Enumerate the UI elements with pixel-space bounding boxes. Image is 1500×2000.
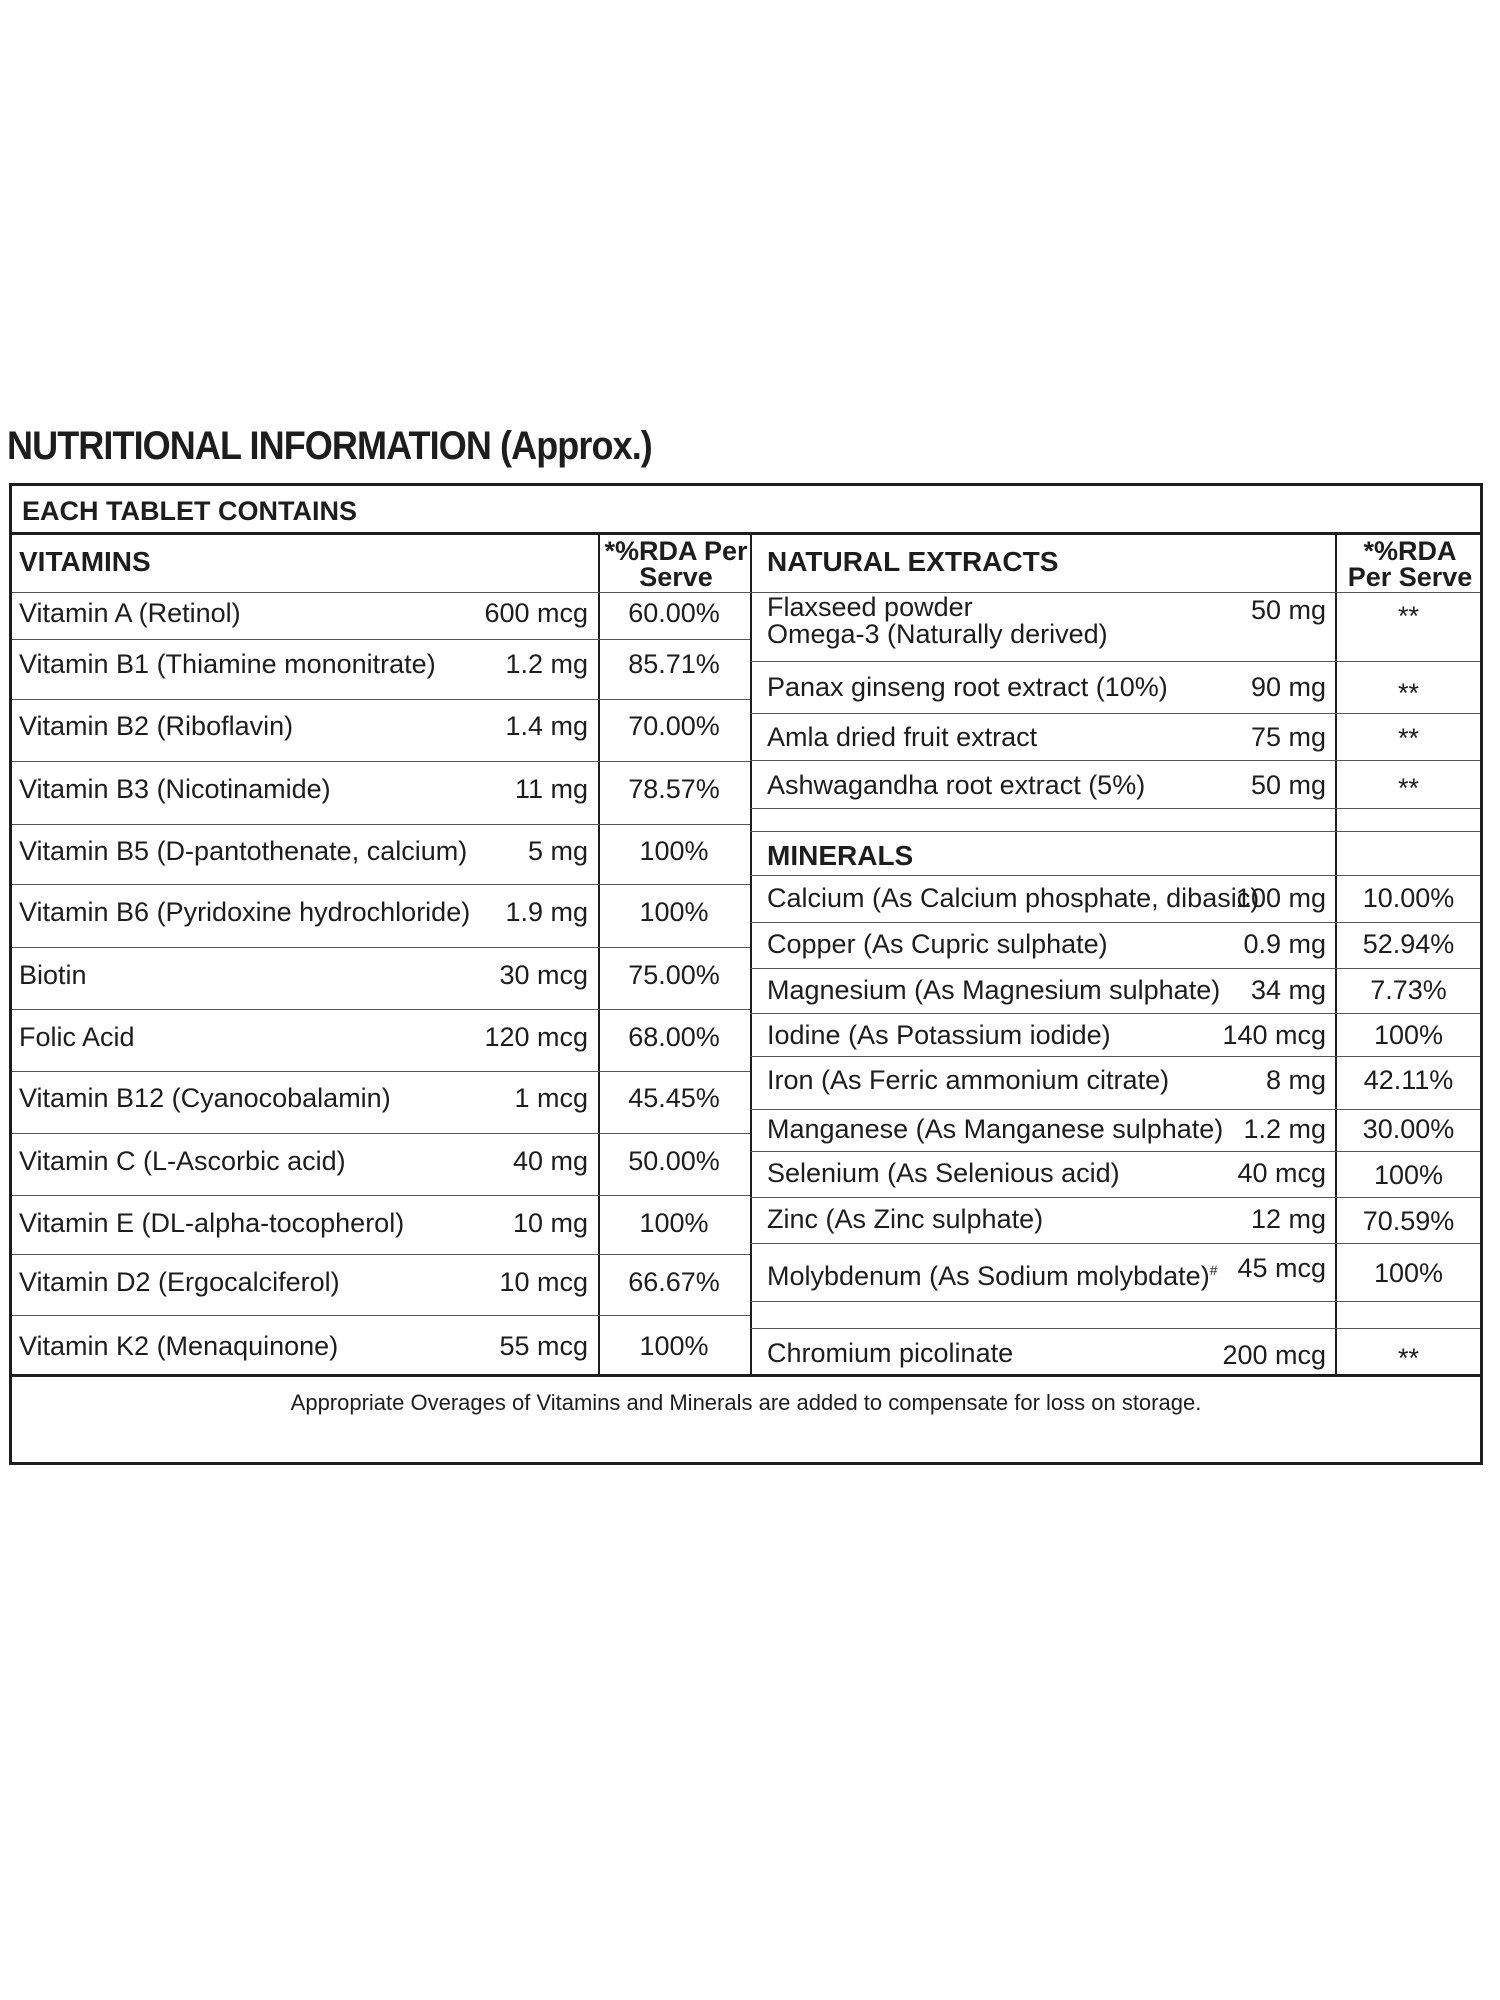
row-line xyxy=(750,875,1480,876)
mineral-row-rda: 100% xyxy=(1373,1258,1444,1288)
mineral-row-amount: 140 mcg xyxy=(1222,1020,1326,1050)
extract-row-amount: 50 mg xyxy=(1250,595,1326,625)
mineral-row-name: Magnesium (As Magnesium sulphate) xyxy=(767,975,1221,1005)
mineral-row-amount: 8 mg xyxy=(1265,1065,1326,1095)
vitamin-row-rda: 78.57% xyxy=(628,774,720,804)
row-line xyxy=(750,1243,1480,1244)
vitamin-row-amount: 10 mg xyxy=(512,1208,588,1238)
vitamin-row-amount: 55 mcg xyxy=(499,1331,588,1361)
mineral-row-name-text: Molybdenum (As Sodium molybdate) xyxy=(767,1261,1210,1291)
vitamin-row-name: Vitamin B2 (Riboflavin) xyxy=(19,711,294,741)
row-line xyxy=(750,760,1480,761)
extracts-rda-heading: *%RDA Per Serve xyxy=(1347,536,1473,592)
mineral-row-amount: 100 mg xyxy=(1235,883,1326,913)
row-line xyxy=(750,1197,1480,1198)
row-line xyxy=(12,824,750,825)
vitamin-row-amount: 1.2 mg xyxy=(505,649,588,679)
vitamin-row-name: Vitamin A (Retinol) xyxy=(19,598,241,628)
vitamin-row-name: Vitamin K2 (Menaquinone) xyxy=(19,1331,339,1361)
vitamin-row-name: Biotin xyxy=(19,960,87,990)
vitamin-row-name: Vitamin B6 (Pyridoxine hydrochloride) xyxy=(19,897,471,927)
mineral-row-rda: 7.73% xyxy=(1370,975,1447,1005)
chromium-row-amount: 200 mcg xyxy=(1222,1340,1326,1370)
mineral-row-amount: 12 mg xyxy=(1250,1204,1326,1234)
row-line xyxy=(12,639,750,640)
chromium-row-rda: ** xyxy=(1397,1343,1419,1373)
row-line xyxy=(750,713,1480,714)
row-line xyxy=(12,947,750,948)
extract-row-rda: ** xyxy=(1397,678,1419,708)
mineral-row-name xyxy=(767,1256,1218,1290)
page-title: NUTRITIONAL INFORMATION (Approx.) xyxy=(7,424,652,468)
extract-row-amount: 90 mg xyxy=(1250,672,1326,702)
vitamin-row-rda: 66.67% xyxy=(628,1267,720,1297)
vitamins-heading: VITAMINS xyxy=(19,546,151,577)
row-line xyxy=(750,831,1480,832)
vitamin-row-amount: 600 mcg xyxy=(484,598,588,628)
row-line xyxy=(12,592,750,593)
extract-row-amount: 50 mg xyxy=(1250,770,1326,800)
vitamin-row-name: Vitamin B5 (D-pantothenate, calcium) xyxy=(19,836,468,866)
vitamin-row-rda: 75.00% xyxy=(628,960,720,990)
row-line xyxy=(750,1301,1480,1302)
vitamin-row-name: Vitamin B1 (Thiamine mononitrate) xyxy=(19,649,436,679)
vitamin-row-amount: 40 mg xyxy=(512,1146,588,1176)
vitamin-row-rda: 70.00% xyxy=(628,711,720,741)
vitamin-row-rda: 100% xyxy=(639,836,709,866)
row-line xyxy=(12,761,750,762)
vitamin-row-amount: 1.9 mg xyxy=(505,897,588,927)
mineral-row-rda: 100% xyxy=(1373,1160,1444,1190)
extract-row-rda: ** xyxy=(1397,723,1419,753)
row-line xyxy=(750,808,1480,809)
vitamin-row-amount: 5 mg xyxy=(527,836,588,866)
mineral-row-rda: 70.59% xyxy=(1362,1206,1455,1236)
nutrition-panel xyxy=(9,483,1483,1465)
mineral-row-rda: 10.00% xyxy=(1362,883,1455,913)
table-bottom-line xyxy=(12,1374,1480,1377)
vitamin-row-rda: 100% xyxy=(639,1331,709,1361)
mineral-row-name: Selenium (As Selenious acid) xyxy=(767,1158,1120,1188)
extract-row-name: Amla dried fruit extract xyxy=(767,722,1038,752)
vitamin-row-rda: 68.00% xyxy=(628,1022,720,1052)
extract-row-rda: ** xyxy=(1397,601,1419,631)
row-line xyxy=(750,1056,1480,1057)
mineral-row-amount: 45 mcg xyxy=(1237,1253,1326,1283)
natural-extracts-heading: NATURAL EXTRACTS xyxy=(767,546,1059,577)
vitamin-row-amount: 30 mcg xyxy=(499,960,588,990)
mineral-row-name: Iron (As Ferric ammonium citrate) xyxy=(767,1065,1170,1095)
vitamin-row-rda: 60.00% xyxy=(628,598,720,628)
vitamin-row-amount: 1 mcg xyxy=(514,1083,588,1113)
row-line xyxy=(750,922,1480,923)
minerals-heading: MINERALS xyxy=(767,840,914,871)
vitamin-row-name: Vitamin E (DL-alpha-tocopherol) xyxy=(19,1208,405,1238)
row-line xyxy=(12,1315,750,1316)
footnote-mark: # xyxy=(1209,1262,1218,1278)
row-line xyxy=(12,884,750,885)
row-line xyxy=(12,1009,750,1010)
extract-row-name: Panax ginseng root extract (10%) xyxy=(767,672,1168,702)
mineral-row-name: Zinc (As Zinc sulphate) xyxy=(767,1204,1044,1234)
vitamin-row-name: Vitamin B3 (Nicotinamide) xyxy=(19,774,331,804)
row-line xyxy=(12,699,750,700)
vitamin-row-rda: 100% xyxy=(639,1208,709,1238)
vitamin-row-name: Folic Acid xyxy=(19,1022,135,1052)
mineral-row-rda: 30.00% xyxy=(1362,1114,1455,1144)
mineral-row-rda: 42.11% xyxy=(1363,1065,1454,1095)
extract-row-subname: Omega-3 (Naturally derived) xyxy=(767,619,1108,649)
vitamin-row-amount: 10 mcg xyxy=(499,1267,588,1297)
mineral-row-amount: 40 mcg xyxy=(1237,1158,1326,1188)
row-line xyxy=(12,1133,750,1134)
extract-row-name: Ashwagandha root extract (5%) xyxy=(767,770,1146,800)
vitamin-row-name: Vitamin C (L-Ascorbic acid) xyxy=(19,1146,346,1176)
mineral-row-amount: 1.2 mg xyxy=(1243,1114,1326,1144)
vitamin-row-rda: 100% xyxy=(639,897,709,927)
vitamins-rda-heading: *%RDA Per Serve xyxy=(604,536,748,592)
vitamin-row-amount: 11 mg xyxy=(514,774,588,804)
row-line xyxy=(12,1071,750,1072)
row-line xyxy=(12,1195,750,1196)
chromium-row-name: Chromium picolinate xyxy=(767,1338,1014,1368)
panel-heading: EACH TABLET CONTAINS xyxy=(12,486,1480,535)
mineral-row-rda: 100% xyxy=(1373,1020,1444,1050)
mineral-row-name: Calcium (As Calcium phosphate, dibasic) xyxy=(767,883,1260,913)
mineral-row-name: Copper (As Cupric sulphate) xyxy=(767,929,1108,959)
row-line xyxy=(750,968,1480,969)
extract-row-rda: ** xyxy=(1397,773,1419,803)
row-line xyxy=(750,1013,1480,1014)
row-line xyxy=(750,1328,1480,1329)
mineral-row-rda: 52.94% xyxy=(1362,929,1455,959)
row-line xyxy=(750,1109,1480,1110)
mineral-row-amount: 0.9 mg xyxy=(1243,929,1326,959)
vitamin-row-amount: 1.4 mg xyxy=(505,711,588,741)
vitamin-row-name: Vitamin D2 (Ergocalciferol) xyxy=(19,1267,340,1297)
extract-row-name: Flaxseed powder xyxy=(767,592,973,622)
vitamin-row-amount: 120 mcg xyxy=(484,1022,588,1052)
mineral-row-name: Manganese (As Manganese sulphate) xyxy=(767,1114,1224,1144)
vitamin-row-rda: 85.71% xyxy=(628,649,720,679)
footer-note: Appropriate Overages of Vitamins and Minerals are added to compensate for loss on storage. xyxy=(290,1390,1202,1415)
vitamin-row-rda: 45.45% xyxy=(628,1083,720,1113)
row-line xyxy=(750,1151,1480,1152)
mineral-row-amount: 34 mg xyxy=(1250,975,1326,1005)
row-line xyxy=(12,1254,750,1255)
vitamin-row-rda: 50.00% xyxy=(628,1146,720,1176)
row-line xyxy=(750,661,1480,662)
vitamin-row-name: Vitamin B12 (Cyanocobalamin) xyxy=(19,1083,391,1113)
extract-row-amount: 75 mg xyxy=(1250,722,1326,752)
mineral-row-name: Iodine (As Potassium iodide) xyxy=(767,1020,1111,1050)
